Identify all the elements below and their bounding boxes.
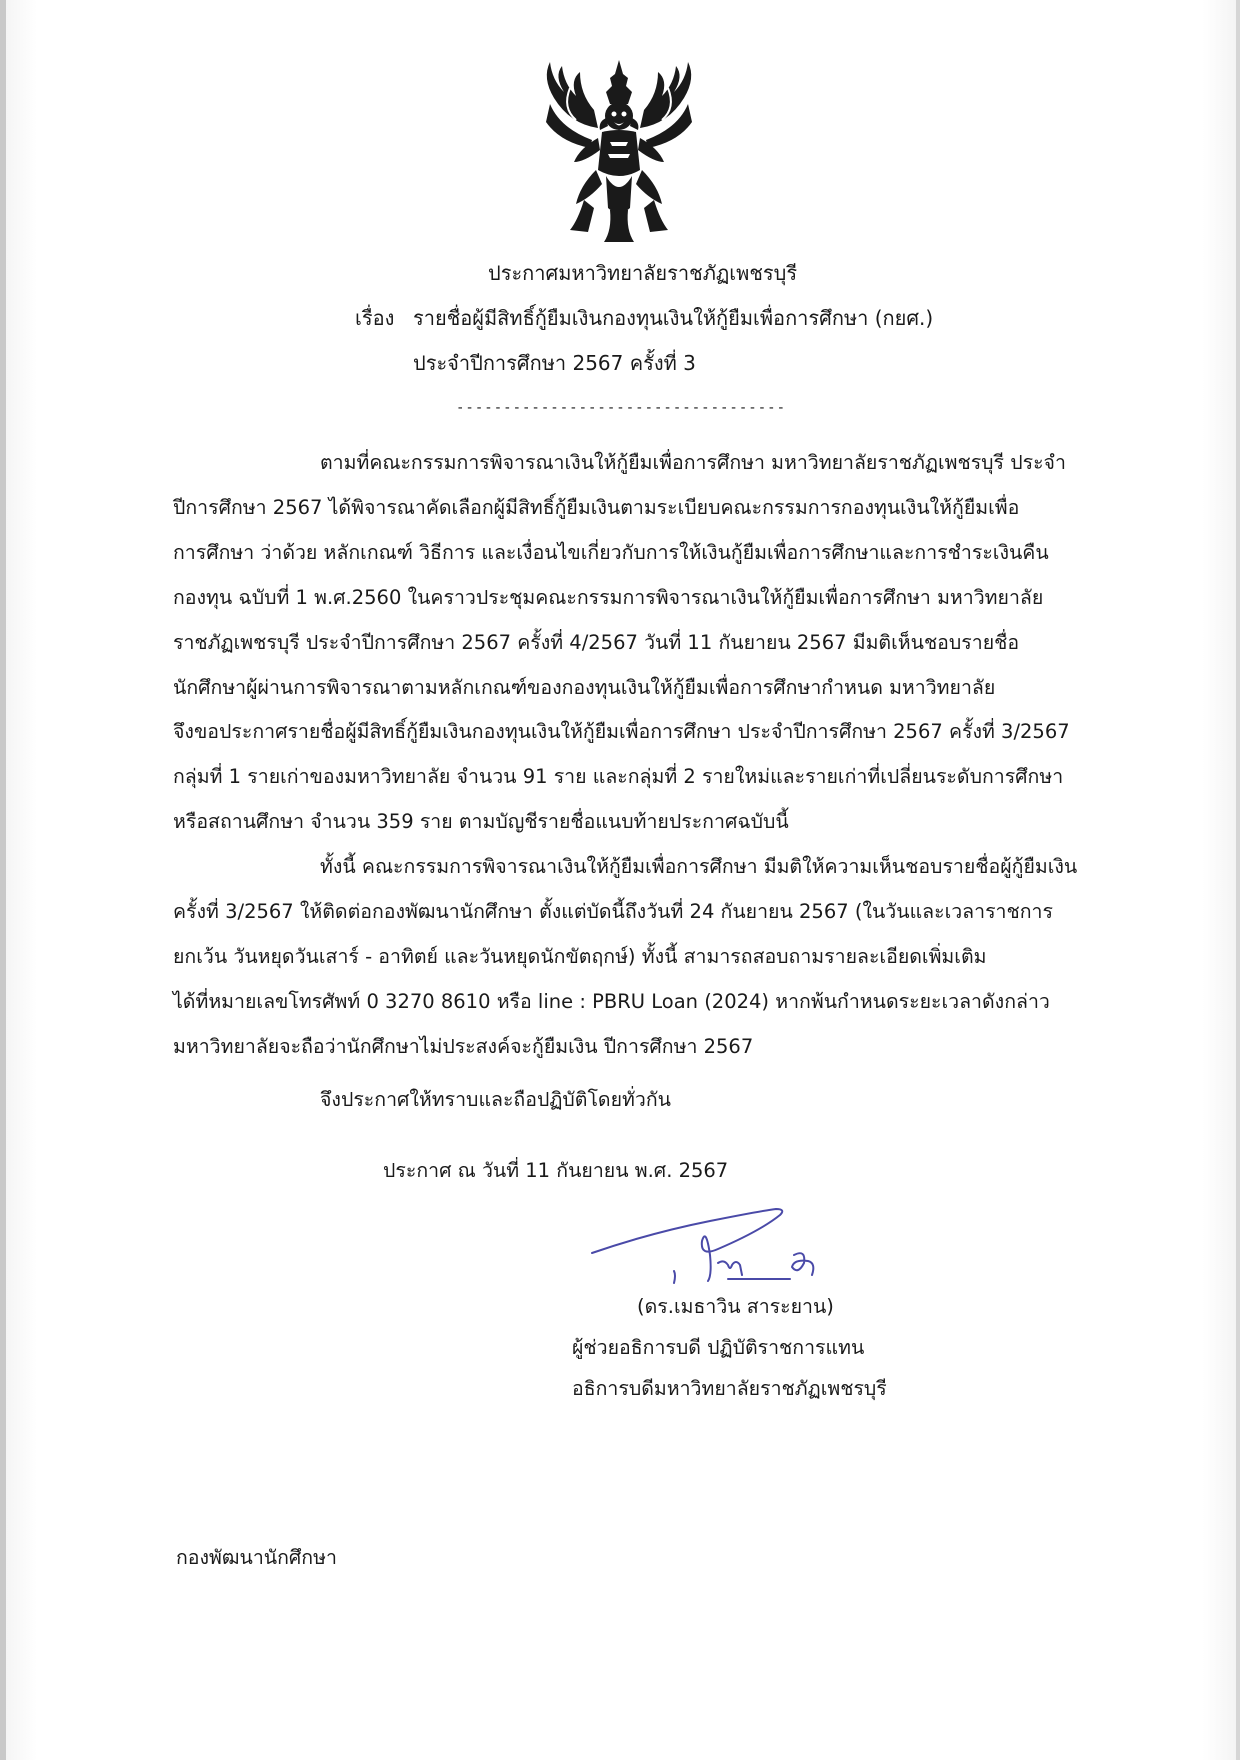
paragraph-1-line: นักศึกษาผู้ผ่านการพิจารณาตามหลักเกณฑ์ของกองทุนเงินให้กู้ยืมเพื่อการศึกษากำหนด มหาวิทยาลัย <box>173 676 996 699</box>
paragraph-2-line: ครั้งที่ 3/2567 ให้ติดต่อกองพัฒนานักศึกษา ตั้งแต่บัดนี้ถึงวันที่ 24 กันยายน 2567 (ในวันและเวลาราชการ <box>173 900 1053 923</box>
signatory-name: (ดร.เมธาวิน สาระยาน) <box>637 1295 834 1318</box>
paragraph-1-line: หรือสถานศึกษา จำนวน 359 ราย ตามบัญชีรายชื่อแนบท้ายประกาศฉบับนี้ <box>173 810 789 833</box>
subject-text: รายชื่อผู้มีสิทธิ์กู้ยืมเงินกองทุนเงินให้กู้ยืมเพื่อการศึกษา (กยศ.) <box>413 306 934 330</box>
subject-label: เรื่อง <box>355 306 395 330</box>
garuda-emblem-icon <box>540 58 698 244</box>
paragraph-2-line: ได้ที่หมายเลขโทรศัพท์ 0 3270 8610 หรือ line : PBRU Loan (2024) หากพ้นกำหนดระยะเวลาดังกล่าว <box>173 990 1050 1013</box>
signatory-position: อธิการบดีมหาวิทยาลัยราชภัฏเพชรบุรี <box>572 1377 887 1400</box>
signatory-position: ผู้ช่วยอธิการบดี ปฏิบัติราชการแทน <box>572 1336 865 1359</box>
paragraph-1-line: กองทุน ฉบับที่ 1 พ.ศ.2560 ในคราวประชุมคณะกรรมการพิจารณาเงินให้กู้ยืมเพื่อการศึกษา มหาวิทยาลัย <box>173 586 1044 609</box>
paragraph-1-line: ราชภัฏเพชรบุรี ประจำปีการศึกษา 2567 ครั้งที่ 4/2567 วันที่ 11 กันยายน 2567 มีมติเห็นชอบรายชื่อ <box>173 631 1020 654</box>
paragraph-1-line: ตามที่คณะกรรมการพิจารณาเงินให้กู้ยืมเพื่อการศึกษา มหาวิทยาลัยราชภัฏเพชรบุรี ประจำ <box>320 451 1066 474</box>
handwritten-signature <box>590 1205 860 1301</box>
paragraph-2-line: ทั้งนี้ คณะกรรมการพิจารณาเงินให้กู้ยืมเพื่อการศึกษา มีมติให้ความเห็นชอบรายชื่อผู้กู้ยืมเงิน <box>320 855 1078 878</box>
scan-left-edge <box>0 0 6 1760</box>
paragraph-1-line: กลุ่มที่ 1 รายเก่าของมหาวิทยาลัย จำนวน 91 ราย และกลุ่มที่ 2 รายใหม่และรายเก่าที่เปลี่ยนระดับการศึกษา <box>173 765 1064 788</box>
paragraph-1-line: จึงขอประกาศรายชื่อผู้มีสิทธิ์กู้ยืมเงินกองทุนเงินให้กู้ยืมเพื่อการศึกษา ประจำปีการศึกษา 2567 ครั้งที่ 3/2567 <box>173 720 1070 743</box>
header-separator: ----------------------------------- <box>456 400 787 416</box>
paragraph-1-line: การศึกษา ว่าด้วย หลักเกณฑ์ วิธีการ และเงื่อนไขเกี่ยวกับการให้เงินกู้ยืมเพื่อการศึกษาและการชำระเงินคืน <box>173 541 1049 564</box>
paragraph-2-line: มหาวิทยาลัยจะถือว่านักศึกษาไม่ประสงค์จะกู้ยืมเงิน ปีการศึกษา 2567 <box>173 1035 754 1058</box>
issuing-department: กองพัฒนานักศึกษา <box>176 1546 337 1569</box>
paragraph-2-line: ยกเว้น วันหยุดวันเสาร์ - อาทิตย์ และวันหยุดนักขัตฤกษ์) ทั้งนี้ สามารถสอบถามรายละเอียดเพิ่มเติม <box>173 945 987 968</box>
academic-year-line: ประจำปีการศึกษา 2567 ครั้งที่ 3 <box>413 351 696 375</box>
announcement-title: ประกาศมหาวิทยาลัยราชภัฏเพชรบุรี <box>488 261 798 285</box>
paragraph-1-line: ปีการศึกษา 2567 ได้พิจารณาคัดเลือกผู้มีสิทธิ์กู้ยืมเงินตามระเบียบคณะกรรมการกองทุนเงินให้กู้ยืมเพื่อ <box>173 496 1020 519</box>
closing-statement: จึงประกาศให้ทราบและถือปฏิบัติโดยทั่วกัน <box>320 1088 671 1111</box>
scan-right-edge <box>1236 0 1240 1760</box>
announcement-date: ประกาศ ณ วันที่ 11 กันยายน พ.ศ. 2567 <box>383 1159 729 1182</box>
